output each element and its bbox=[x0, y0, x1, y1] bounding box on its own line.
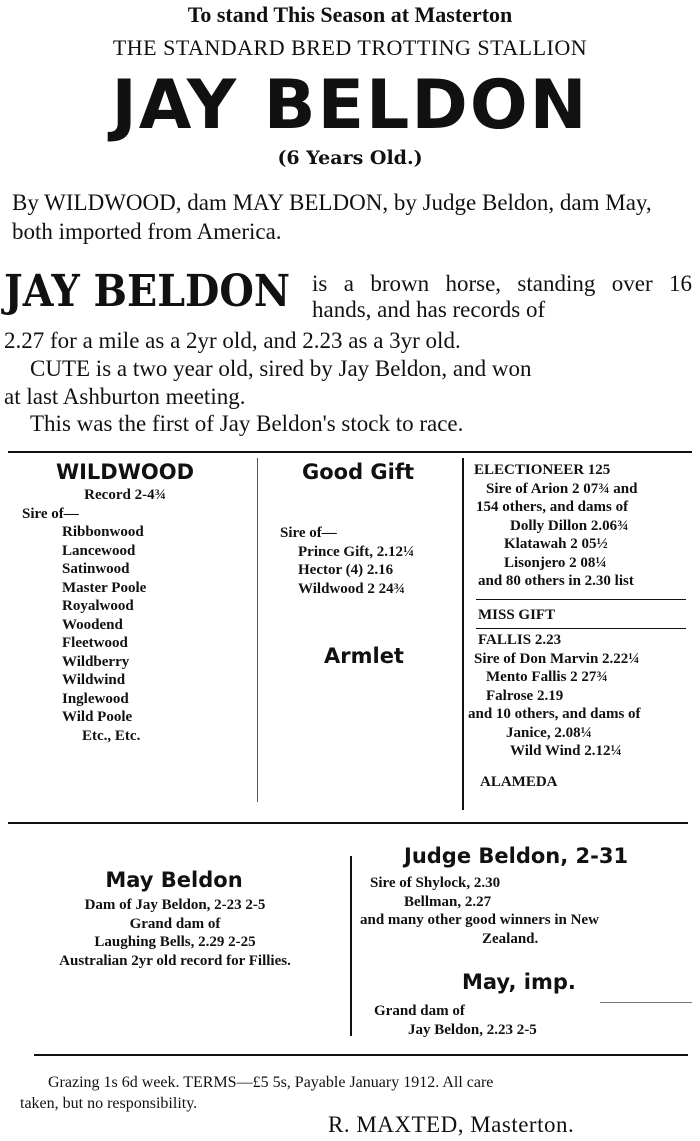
may-beldon-title: May Beldon bbox=[105, 868, 243, 892]
stallion-type: THE STANDARD BRED TROTTING STALLION bbox=[112, 35, 588, 60]
rule-middle bbox=[8, 822, 688, 824]
description-part1: is a brown horse, standing over 16 hands, and has records of bbox=[312, 271, 692, 322]
miss-gift-title: MISS GIFT bbox=[478, 606, 556, 623]
electioneer-section bbox=[470, 461, 695, 791]
good-gift-title: Good Gift bbox=[302, 460, 415, 484]
may-beldon-line: Laughing Bells, 2.29 2-25 bbox=[94, 934, 256, 950]
cute-line-1: CUTE is a two year old, sired by Jay Beldon, and won bbox=[30, 356, 532, 381]
list-item: Lancewood bbox=[62, 542, 136, 559]
wildwood-offspring-list bbox=[62, 523, 255, 727]
list-item: Ribbonwood bbox=[62, 524, 144, 540]
season-notice: To stand This Season at Masterton bbox=[187, 2, 513, 27]
electioneer-line: Dolly Dillon 2.06¾ bbox=[510, 517, 629, 534]
may-imp-section bbox=[356, 970, 696, 1039]
fallis-line: Janice, 2.08¼ bbox=[506, 724, 592, 741]
electioneer-line: Lisonjero 2 08¼ bbox=[504, 554, 607, 571]
rule-miss-gift bbox=[476, 628, 686, 629]
list-item: Wildwood 2 24¾ bbox=[298, 580, 405, 597]
list-item: Prince Gift, 2.12¼ bbox=[298, 543, 415, 560]
judge-beldon-line: and many other good winners in New bbox=[360, 912, 599, 928]
list-item: Master Poole bbox=[62, 579, 147, 596]
armlet-title: Armlet bbox=[324, 644, 404, 668]
list-item: Inglewood bbox=[62, 690, 129, 707]
judge-beldon-line: Zealand. bbox=[482, 930, 539, 947]
list-item: Wild Poole bbox=[62, 709, 133, 725]
fallis-line: Sire of Don Marvin 2.22¼ bbox=[474, 650, 640, 667]
wildwood-section bbox=[0, 460, 255, 745]
list-item: Fleetwood bbox=[62, 635, 128, 651]
fallis-line: Wild Wind 2.12¼ bbox=[510, 743, 622, 759]
divider-right bbox=[462, 458, 464, 810]
cute-line-2: at last Ashburton meeting. bbox=[4, 384, 246, 409]
good-gift-sire-of: Sire of— bbox=[280, 525, 337, 541]
fallis-title: FALLIS 2.23 bbox=[478, 632, 562, 648]
divider-lower bbox=[350, 856, 352, 1036]
list-item: Wildberry bbox=[62, 653, 130, 670]
may-beldon-line: Dam of Jay Beldon, 2-23 2-5 bbox=[84, 897, 266, 913]
electioneer-line: and 80 others in 2.30 list bbox=[478, 573, 634, 589]
first-stock-line: This was the first of Jay Beldon's stock to race. bbox=[30, 411, 464, 436]
may-beldon-line: Australian 2yr old record for Fillies. bbox=[59, 952, 291, 969]
horse-name-title: JAY BELDON bbox=[111, 66, 589, 145]
terms-line-1: Grazing 1s 6d week. TERMS—£5 5s, Payable January 1912. All care bbox=[48, 1074, 494, 1091]
electioneer-title: ELECTIONEER 125 bbox=[474, 462, 611, 478]
rule-bottom bbox=[34, 1054, 688, 1056]
divider-left bbox=[257, 458, 258, 802]
description-part2: 2.27 for a mile as a 2yr old, and 2.23 as a 3yr old. bbox=[4, 328, 461, 353]
judge-beldon-section bbox=[356, 844, 696, 948]
judge-beldon-line: Bellman, 2.27 bbox=[404, 893, 492, 910]
alameda-title: ALAMEDA bbox=[480, 773, 558, 790]
may-imp-title: May, imp. bbox=[462, 970, 576, 994]
pedigree-line: By WILDWOOD, dam MAY BELDON, by Judge Beldon, dam May, both imported from America. bbox=[12, 190, 652, 244]
electioneer-line: Klatawah 2 05½ bbox=[504, 536, 608, 552]
may-imp-line: Grand dam of bbox=[374, 1003, 465, 1019]
list-item: Hector (4) 2.16 bbox=[298, 562, 394, 578]
list-item: Wildwind bbox=[62, 672, 126, 688]
good-gift-section bbox=[262, 460, 458, 668]
may-beldon-line: Grand dam of bbox=[129, 915, 221, 932]
judge-beldon-line: Sire of Shylock, 2.30 bbox=[370, 875, 501, 891]
list-item: Royalwood bbox=[62, 598, 134, 614]
horse-name-inline: JAY BELDON bbox=[4, 266, 291, 317]
list-item: Woodend bbox=[62, 616, 123, 633]
wildwood-sire-of: Sire of— bbox=[22, 505, 79, 522]
rule-electioneer bbox=[476, 599, 686, 600]
may-beldon-section bbox=[0, 868, 350, 970]
judge-beldon-title: Judge Beldon, 2-31 bbox=[404, 844, 629, 868]
wildwood-etc: Etc., Etc. bbox=[82, 727, 141, 744]
good-gift-offspring-list bbox=[298, 543, 458, 599]
wildwood-title: WILDWOOD bbox=[55, 460, 195, 484]
rule-top bbox=[8, 451, 692, 453]
fallis-line: Falrose 2.19 bbox=[486, 687, 564, 704]
terms-line-2: taken, but no responsibility. bbox=[20, 1095, 198, 1112]
may-imp-line: Jay Beldon, 2.23 2-5 bbox=[408, 1021, 537, 1038]
electioneer-line: Sire of Arion 2 07¾ and bbox=[486, 480, 638, 497]
horse-age: (6 Years Old.) bbox=[277, 147, 423, 169]
fallis-line: Mento Fallis 2 27¾ bbox=[486, 669, 608, 685]
wildwood-record: Record 2-4¾ bbox=[84, 487, 166, 503]
fallis-line: and 10 others, and dams of bbox=[468, 706, 641, 722]
electioneer-line: 154 others, and dams of bbox=[476, 499, 629, 515]
signature: R. MAXTED, Masterton. bbox=[328, 1112, 575, 1137]
list-item: Satinwood bbox=[62, 561, 130, 577]
